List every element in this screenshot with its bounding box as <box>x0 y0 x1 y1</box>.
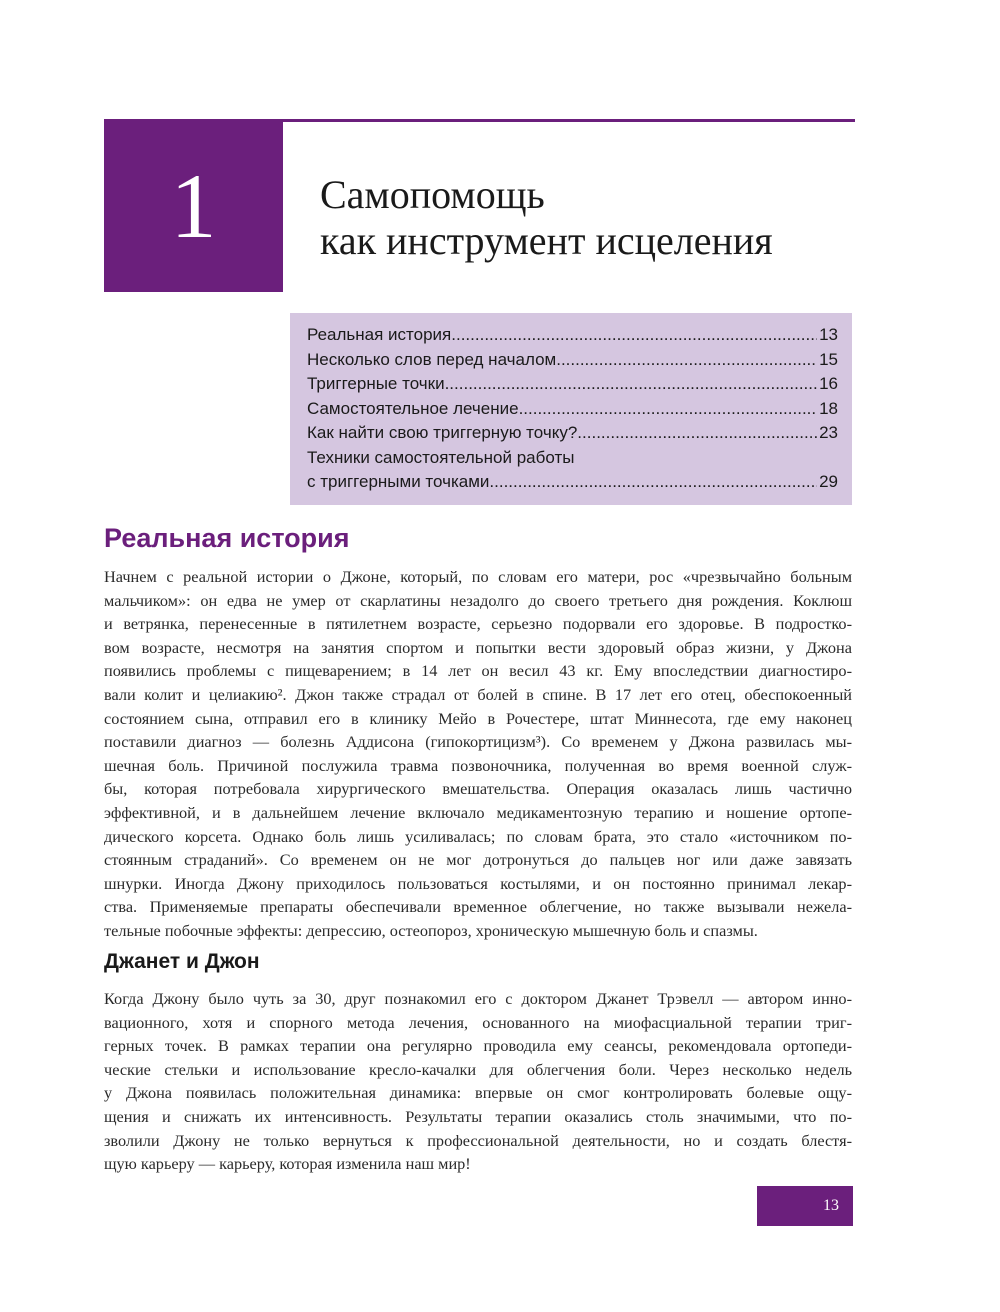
page-number: 13 <box>823 1197 839 1214</box>
toc-item[interactable] <box>307 421 838 446</box>
toc-item[interactable] <box>307 348 838 373</box>
toc-item[interactable] <box>307 446 838 471</box>
text-line: стоянным страданий». Со временем он не мог дотронуться до пальцев ног или даже завязать <box>104 850 852 870</box>
page-number-box <box>757 1186 853 1226</box>
section-body <box>104 565 852 943</box>
text-line: поставили диагноз — болезнь Аддисона (гипокортицизм³). Со временем у Джона развилась мы- <box>104 732 852 752</box>
toc-item[interactable] <box>307 323 838 348</box>
toc-leader <box>489 470 817 495</box>
toc-leader <box>519 397 818 422</box>
text-line: вационного, хотя и спорного метода лечения, основанного на миофасциальной терапии триг- <box>104 1012 852 1032</box>
text-line: мальчиком»: он едва не умер от скарлатины незадолго до своего третьего дня рождения. Коклюш <box>104 590 852 610</box>
text-line: зволили Джону не только вернуться к профессиональной деятельности, но и создать блестя- <box>104 1130 852 1150</box>
toc-item-page: 18 <box>819 398 838 418</box>
toc-item-page: 29 <box>819 472 838 491</box>
text-line: вали колит и целиакию². Джон также страдал от болей в спине. В 17 лет его отец, обеспокоенный <box>104 684 852 704</box>
toc-leader <box>445 372 818 397</box>
chapter-title-line: как инструмент исцеления <box>320 218 773 263</box>
text-line: ства. Применяемые препараты обеспечивали временное облегчение, но также вызывали нежела- <box>104 897 852 917</box>
chapter-title-line: Самопомощь <box>320 172 545 217</box>
toc-leader <box>556 348 817 373</box>
toc-item-label: Триггерные точки <box>307 374 445 393</box>
toc-leader <box>577 421 817 446</box>
toc-item[interactable] <box>307 397 838 422</box>
chapter-title <box>320 172 860 264</box>
subsection-body <box>104 987 852 1176</box>
text-line: и ветрянка, перенесенные в пятилетнем возрасте, серьезно подорвали его здоровье. В подростко- <box>104 614 852 634</box>
toc-leader <box>451 323 817 348</box>
text-line: появились проблемы с пищеварением; в 14 лет он весил 43 кг. Ему впоследствии диагностиро- <box>104 661 852 681</box>
toc-item-label: Несколько слов перед началом <box>307 349 557 369</box>
text-line: у Джона появилась положительная динамика: впервые он смог контролировать болевые ощу- <box>104 1083 852 1103</box>
text-line: Начнем с реальной истории о Джоне, который, по словам его матери, рос «чрезвычайно больным <box>104 567 852 586</box>
toc-item[interactable] <box>307 372 838 397</box>
text-line: шнурки. Иногда Джону приходилось пользоваться костылями, и он постоянно принимал лекар- <box>104 873 852 893</box>
toc-item-page: 23 <box>819 423 838 442</box>
toc-item-label: Техники самостоятельной работы <box>307 447 575 467</box>
text-line: Когда Джону было чуть за 30, друг познакомил его с доктором Джанет Трэвелл — автором инно- <box>104 989 852 1008</box>
text-line: герных точек. В рамках терапии она регулярно проводила ему сеансы, рекомендовала ортопеди- <box>104 1036 852 1056</box>
text-line: вом возрасте, несмотря на занятия спортом и попытки вести здоровый образ жизни, у Джона <box>104 637 852 657</box>
toc-item-label: Самостоятельное лечение <box>307 398 519 418</box>
toc-item-page: 13 <box>819 325 838 344</box>
text-line: состоянием сына, отправил его в клинику Мейо в Рочестере, штат Миннесота, где ему наконец <box>104 708 852 728</box>
text-line: тельные побочные эффекты: депрессию, остеопороз, хроническую мышечную боль и спазмы. <box>104 920 758 940</box>
toc-item-label: Реальная история <box>307 325 452 344</box>
text-line: щения и снижать их интенсивность. Результаты терапии оказались столь значимыми, что по- <box>104 1106 852 1126</box>
chapter-number-box <box>104 119 283 292</box>
toc-item-page: 15 <box>819 349 838 369</box>
text-line: дического корсета. Однако боль лишь усиливалась; по словам брата, это стало «источником по- <box>104 826 852 846</box>
toc-item[interactable] <box>307 470 838 495</box>
toc-item-label: с триггерными точками <box>307 472 490 491</box>
toc-item-label: Как найти свою триггерную точку? <box>307 423 578 442</box>
text-line: щую карьеру — карьеру, которая изменила наш мир! <box>104 1154 471 1174</box>
chapter-number: 1 <box>170 154 217 257</box>
text-line: ческие стельки и использование кресло-качалки для облегчения боли. Через несколько недель <box>104 1059 852 1079</box>
toc-item-page: 16 <box>819 374 838 393</box>
header-rule <box>283 119 855 122</box>
text-line: шечная боль. Причиной послужила травма позвоночника, полученная во время военной служ- <box>104 755 852 775</box>
table-of-contents <box>290 313 852 505</box>
text-line: эффективной, и в дальнейшем лечение включало медикаментозную терапию и ношение ортопе- <box>104 802 852 822</box>
text-line: бы, которая потребовала хирургического вмешательства. Операция оказалась лишь частично <box>104 779 852 799</box>
subsection-heading: Джанет и Джон <box>104 950 260 973</box>
section-heading: Реальная история <box>104 523 350 553</box>
